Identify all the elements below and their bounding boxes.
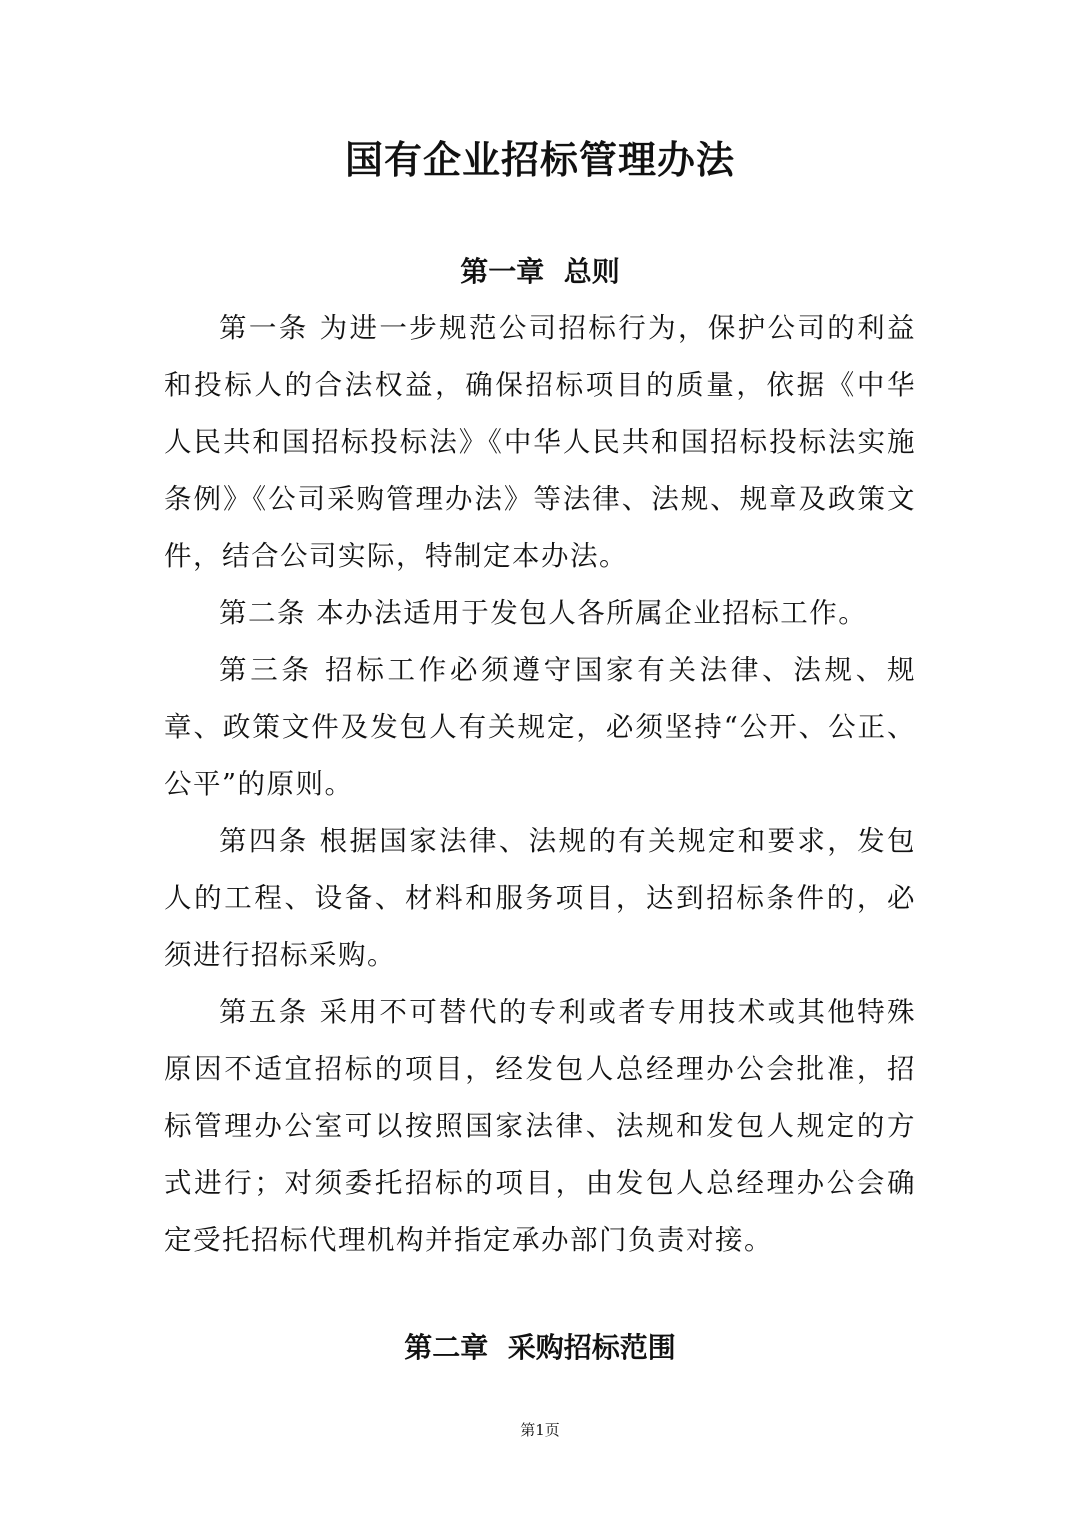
article-4: 第四条 根据国家法律、法规的有关规定和要求，发包人的工程、设备、材料和服务项目，达到招标条件的，必须进行招标采购。 [164, 825, 916, 971]
article-3: 第三条 招标工作必须遵守国家有关法律、法规、规章、政策文件及发包人有关规定，必须坚持“公开、公正、公平”的原则。 [164, 654, 916, 800]
document-title: 国有企业招标管理办法 [344, 138, 735, 182]
chapter-heading-general: 第一章 总则 [460, 255, 620, 288]
chapter-1-body [164, 300, 916, 1269]
article-1: 第一条 为进一步规范公司招标行为，保护公司的利益和投标人的合法权益，确保招标项目的质量，依据《中华人民共和国招标投标法》《中华人民共和国招标投标法实施条例》《公司采购管理办法》等法律、法规、规章及政策文件，结合公司实际，特制定本办法。 [164, 312, 916, 572]
article-2: 第二条 本办法适用于发包人各所属企业招标工作。 [219, 597, 868, 629]
chapter-heading-procurement-scope: 第二章 采购招标范围 [404, 1331, 676, 1364]
article-5: 第五条 采用不可替代的专利或者专用技术或其他特殊原因不适宜招标的项目，经发包人总经理办公会批准，招标管理办公室可以按照国家法律、法规和发包人规定的方式进行；对须委托招标的项目，由发包人总经理办公会确定受托招标代理机构并指定承办部门负责对接。 [164, 996, 916, 1256]
page-number: 第1页 [520, 1421, 560, 1439]
